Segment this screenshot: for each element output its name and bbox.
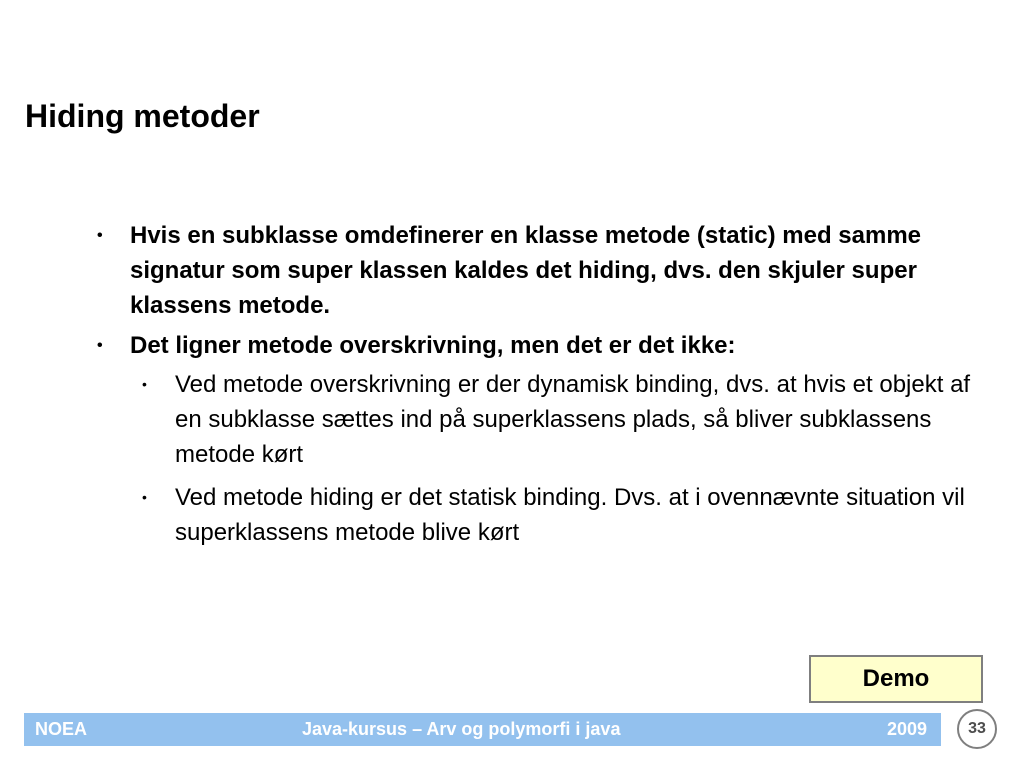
bullet-dot-icon: •: [142, 489, 147, 505]
bullet-item: [97, 328, 970, 363]
sub-bullet-item: [142, 480, 975, 550]
slide-body: [0, 218, 1024, 550]
footer-course-title: Java-kursus – Arv og polymorfi i java: [302, 719, 621, 739]
demo-button[interactable]: [809, 655, 983, 703]
bullet-dot-icon: •: [142, 376, 147, 392]
demo-label: Demo: [862, 665, 930, 692]
footer-year: 2009: [886, 719, 927, 739]
page-number: 33: [968, 720, 986, 737]
slide-title: Hiding metoder: [25, 98, 260, 134]
footer-organization: NOEA: [35, 719, 88, 739]
sub-bullet-text: Ved metode overskrivning er der dynamisk binding, dvs. at hvis et objekt af en subklasse sættes ind på superklassens plads, så bliver subklassens metode kørt: [175, 371, 971, 468]
bullet-item: [97, 218, 970, 323]
bullet-text: Hvis en subklasse omdefinerer en klasse metode (static) med samme signatur som super klassen kaldes det hiding, dvs. den skjuler super klassens metode.: [130, 222, 922, 319]
bullet-dot-icon: •: [97, 227, 103, 244]
footer-bar: [24, 713, 941, 746]
page-number-badge: [957, 709, 997, 749]
bullet-dot-icon: •: [97, 337, 103, 354]
sub-bullet-item: [142, 367, 975, 472]
sub-bullet-text: Ved metode hiding er det statisk binding. Dvs. at i ovennævnte situation vil superklassens metode blive kørt: [175, 484, 965, 546]
bullet-text: Det ligner metode overskrivning, men det er det ikke:: [130, 332, 736, 359]
